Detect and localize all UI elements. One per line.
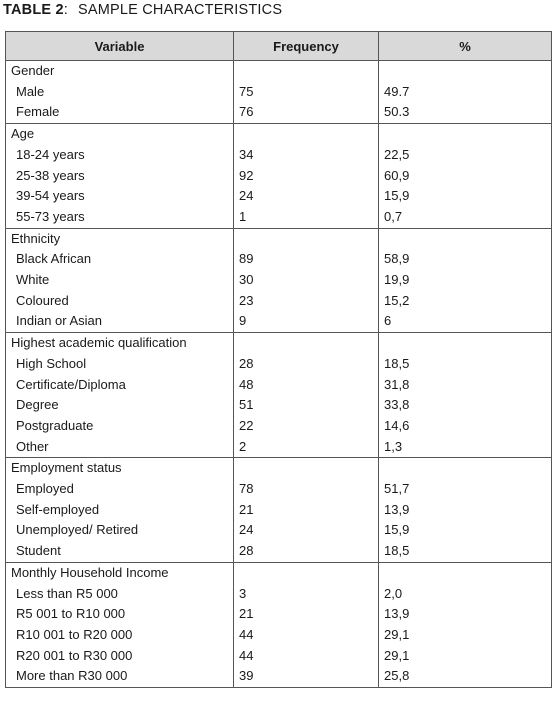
- row-percent: 1,3: [379, 437, 552, 458]
- empty-cell: [379, 458, 552, 479]
- group-title: Highest academic qualification: [6, 333, 234, 354]
- row-percent: 51,7: [379, 479, 552, 500]
- row-frequency: 34: [234, 145, 379, 166]
- row-percent: 0,7: [379, 207, 552, 228]
- row-label: Certificate/Diploma: [6, 375, 234, 396]
- group-title: Gender: [6, 61, 234, 82]
- row-label: Degree: [6, 395, 234, 416]
- table-row: [6, 270, 552, 291]
- row-percent: 31,8: [379, 375, 552, 396]
- table-row: [6, 82, 552, 103]
- row-frequency: 23: [234, 291, 379, 312]
- row-label: 18-24 years: [6, 145, 234, 166]
- row-percent: 50.3: [379, 102, 552, 123]
- table-row: [6, 375, 552, 396]
- group-header-row: [6, 562, 552, 583]
- group-header-row: [6, 61, 552, 82]
- row-label: R5 001 to R10 000: [6, 604, 234, 625]
- row-frequency: 76: [234, 102, 379, 123]
- row-percent: 19,9: [379, 270, 552, 291]
- column-header-frequency: Frequency: [234, 32, 379, 61]
- row-frequency: 24: [234, 520, 379, 541]
- table-row: [6, 479, 552, 500]
- row-percent: 6: [379, 311, 552, 332]
- row-label: 55-73 years: [6, 207, 234, 228]
- row-percent: 29,1: [379, 646, 552, 667]
- table-row: [6, 666, 552, 687]
- empty-cell: [379, 333, 552, 354]
- table-row: [6, 395, 552, 416]
- table-row: [6, 584, 552, 605]
- table-row: [6, 166, 552, 187]
- row-frequency: 21: [234, 604, 379, 625]
- table-row: [6, 416, 552, 437]
- row-label: More than R30 000: [6, 666, 234, 687]
- row-frequency: 39: [234, 666, 379, 687]
- group-header-row: [6, 228, 552, 249]
- row-percent: 60,9: [379, 166, 552, 187]
- row-percent: 22,5: [379, 145, 552, 166]
- row-frequency: 2: [234, 437, 379, 458]
- table-row: [6, 625, 552, 646]
- group-title: Ethnicity: [6, 228, 234, 249]
- row-label: Student: [6, 541, 234, 562]
- table-row: [6, 311, 552, 332]
- table-body: [6, 61, 552, 688]
- row-frequency: 78: [234, 479, 379, 500]
- row-percent: 13,9: [379, 604, 552, 625]
- empty-cell: [234, 562, 379, 583]
- table-caption: [3, 2, 282, 18]
- table-row: [6, 102, 552, 123]
- row-frequency: 30: [234, 270, 379, 291]
- table-number: TABLE 2: [3, 2, 64, 18]
- row-percent: 2,0: [379, 584, 552, 605]
- table-row: [6, 291, 552, 312]
- table-row: [6, 207, 552, 228]
- row-label: Self-employed: [6, 500, 234, 521]
- empty-cell: [234, 333, 379, 354]
- row-percent: 15,2: [379, 291, 552, 312]
- row-label: Unemployed/ Retired: [6, 520, 234, 541]
- row-frequency: 22: [234, 416, 379, 437]
- table-row: [6, 437, 552, 458]
- empty-cell: [234, 124, 379, 145]
- row-percent: 18,5: [379, 541, 552, 562]
- row-label: 25-38 years: [6, 166, 234, 187]
- empty-cell: [234, 61, 379, 82]
- group-title: Monthly Household Income: [6, 562, 234, 583]
- row-label: Postgraduate: [6, 416, 234, 437]
- row-label: Other: [6, 437, 234, 458]
- empty-cell: [379, 61, 552, 82]
- table-header-row: [6, 32, 552, 61]
- table-row: [6, 145, 552, 166]
- sample-characteristics-table: [5, 31, 552, 688]
- row-label: 39-54 years: [6, 186, 234, 207]
- row-percent: 18,5: [379, 354, 552, 375]
- empty-cell: [379, 228, 552, 249]
- row-label: Male: [6, 82, 234, 103]
- row-percent: 58,9: [379, 249, 552, 270]
- row-label: R20 001 to R30 000: [6, 646, 234, 667]
- row-percent: 29,1: [379, 625, 552, 646]
- row-percent: 33,8: [379, 395, 552, 416]
- row-frequency: 44: [234, 625, 379, 646]
- row-label: Less than R5 000: [6, 584, 234, 605]
- row-percent: 15,9: [379, 520, 552, 541]
- row-label: Female: [6, 102, 234, 123]
- empty-cell: [234, 458, 379, 479]
- group-title: Employment status: [6, 458, 234, 479]
- group-header-row: [6, 124, 552, 145]
- table-title: SAMPLE CHARACTERISTICS: [77, 2, 283, 18]
- row-label: Coloured: [6, 291, 234, 312]
- empty-cell: [379, 124, 552, 145]
- row-percent: 49.7: [379, 82, 552, 103]
- empty-cell: [379, 562, 552, 583]
- table-row: [6, 500, 552, 521]
- row-percent: 15,9: [379, 186, 552, 207]
- caption-colon: :: [63, 2, 68, 18]
- row-frequency: 89: [234, 249, 379, 270]
- table-row: [6, 354, 552, 375]
- row-frequency: 75: [234, 82, 379, 103]
- row-frequency: 1: [234, 207, 379, 228]
- group-header-row: [6, 333, 552, 354]
- row-label: Employed: [6, 479, 234, 500]
- row-frequency: 21: [234, 500, 379, 521]
- column-header-percent: %: [379, 32, 552, 61]
- empty-cell: [234, 228, 379, 249]
- row-percent: 13,9: [379, 500, 552, 521]
- row-frequency: 28: [234, 354, 379, 375]
- row-frequency: 48: [234, 375, 379, 396]
- row-percent: 14,6: [379, 416, 552, 437]
- row-label: R10 001 to R20 000: [6, 625, 234, 646]
- row-label: White: [6, 270, 234, 291]
- row-percent: 25,8: [379, 666, 552, 687]
- table-row: [6, 646, 552, 667]
- table-row: [6, 520, 552, 541]
- row-frequency: 51: [234, 395, 379, 416]
- row-label: Black African: [6, 249, 234, 270]
- table-row: [6, 604, 552, 625]
- row-frequency: 92: [234, 166, 379, 187]
- table-row: [6, 186, 552, 207]
- row-frequency: 24: [234, 186, 379, 207]
- row-frequency: 44: [234, 646, 379, 667]
- table-row: [6, 249, 552, 270]
- group-title: Age: [6, 124, 234, 145]
- row-label: High School: [6, 354, 234, 375]
- row-frequency: 9: [234, 311, 379, 332]
- column-header-variable: Variable: [6, 32, 234, 61]
- row-frequency: 3: [234, 584, 379, 605]
- row-frequency: 28: [234, 541, 379, 562]
- group-header-row: [6, 458, 552, 479]
- table-row: [6, 541, 552, 562]
- row-label: Indian or Asian: [6, 311, 234, 332]
